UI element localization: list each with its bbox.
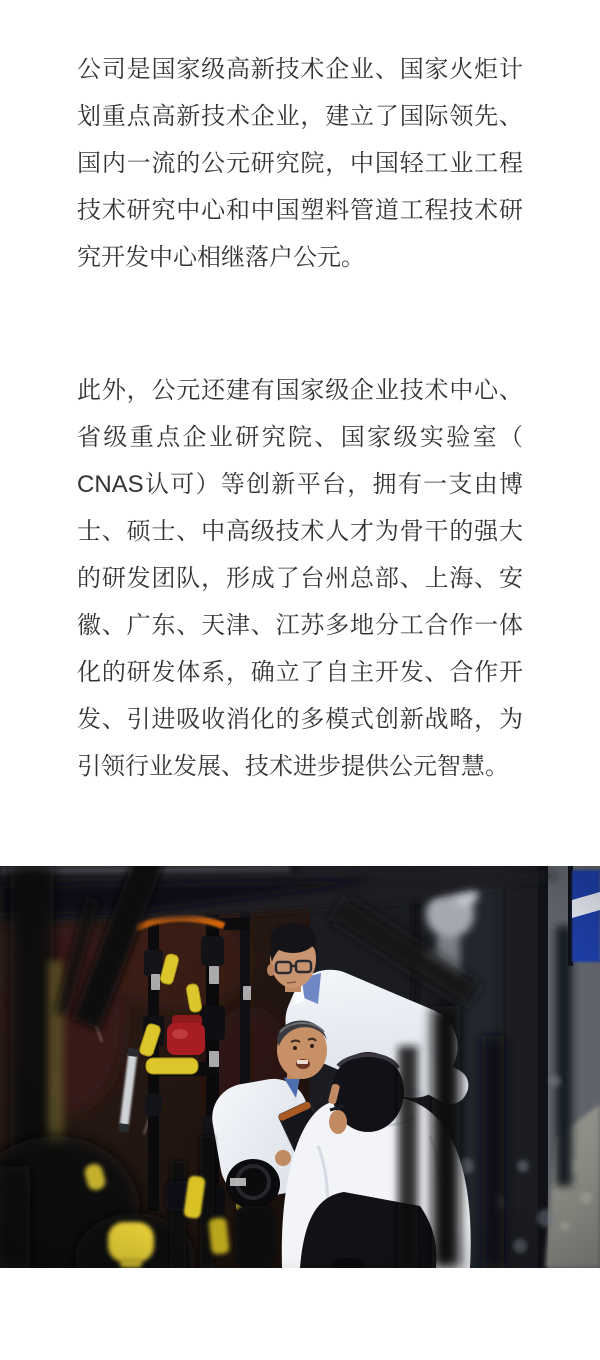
text-line: 发、引进吸收消化的多模式创新战略，为	[77, 706, 523, 733]
text-line: 公司是国家级高新技术企业、国家火炬计	[77, 56, 523, 83]
text-line: 化的研发体系，确立了自主开发、合作开	[77, 659, 523, 686]
text-line: 此外，公元还建有国家级企业技术中心、	[77, 377, 523, 404]
text-line: 徽、广东、天津、江苏多地分工合作一体	[77, 612, 523, 639]
text-line: 划重点高新技术企业，建立了国际领先、	[77, 103, 523, 130]
text-line: 士、硕士、中高级技术人才为骨干的强大	[77, 518, 523, 545]
text-line: 引领行业发展、技术进步提供公元智慧。	[77, 753, 509, 780]
facility-photo	[0, 866, 600, 1268]
paragraph-innovation-platforms	[77, 367, 523, 790]
text-line: 技术研究中心和中国塑料管道工程技术研	[77, 197, 523, 224]
text-line: CNAS认可）等创新平台，拥有一支由博	[77, 471, 523, 498]
paragraph-company-honors	[77, 46, 523, 281]
text-line: 国内一流的公元研究院，中国轻工业工程	[77, 150, 523, 177]
photo-illustration	[0, 866, 600, 1268]
text-line: 的研发团队，形成了台州总部、上海、安	[77, 565, 523, 592]
text-line: 究开发中心相继落户公元。	[77, 244, 365, 271]
vignette	[0, 866, 600, 1268]
text-line: 省级重点企业研究院、国家级实验室（	[77, 424, 523, 451]
